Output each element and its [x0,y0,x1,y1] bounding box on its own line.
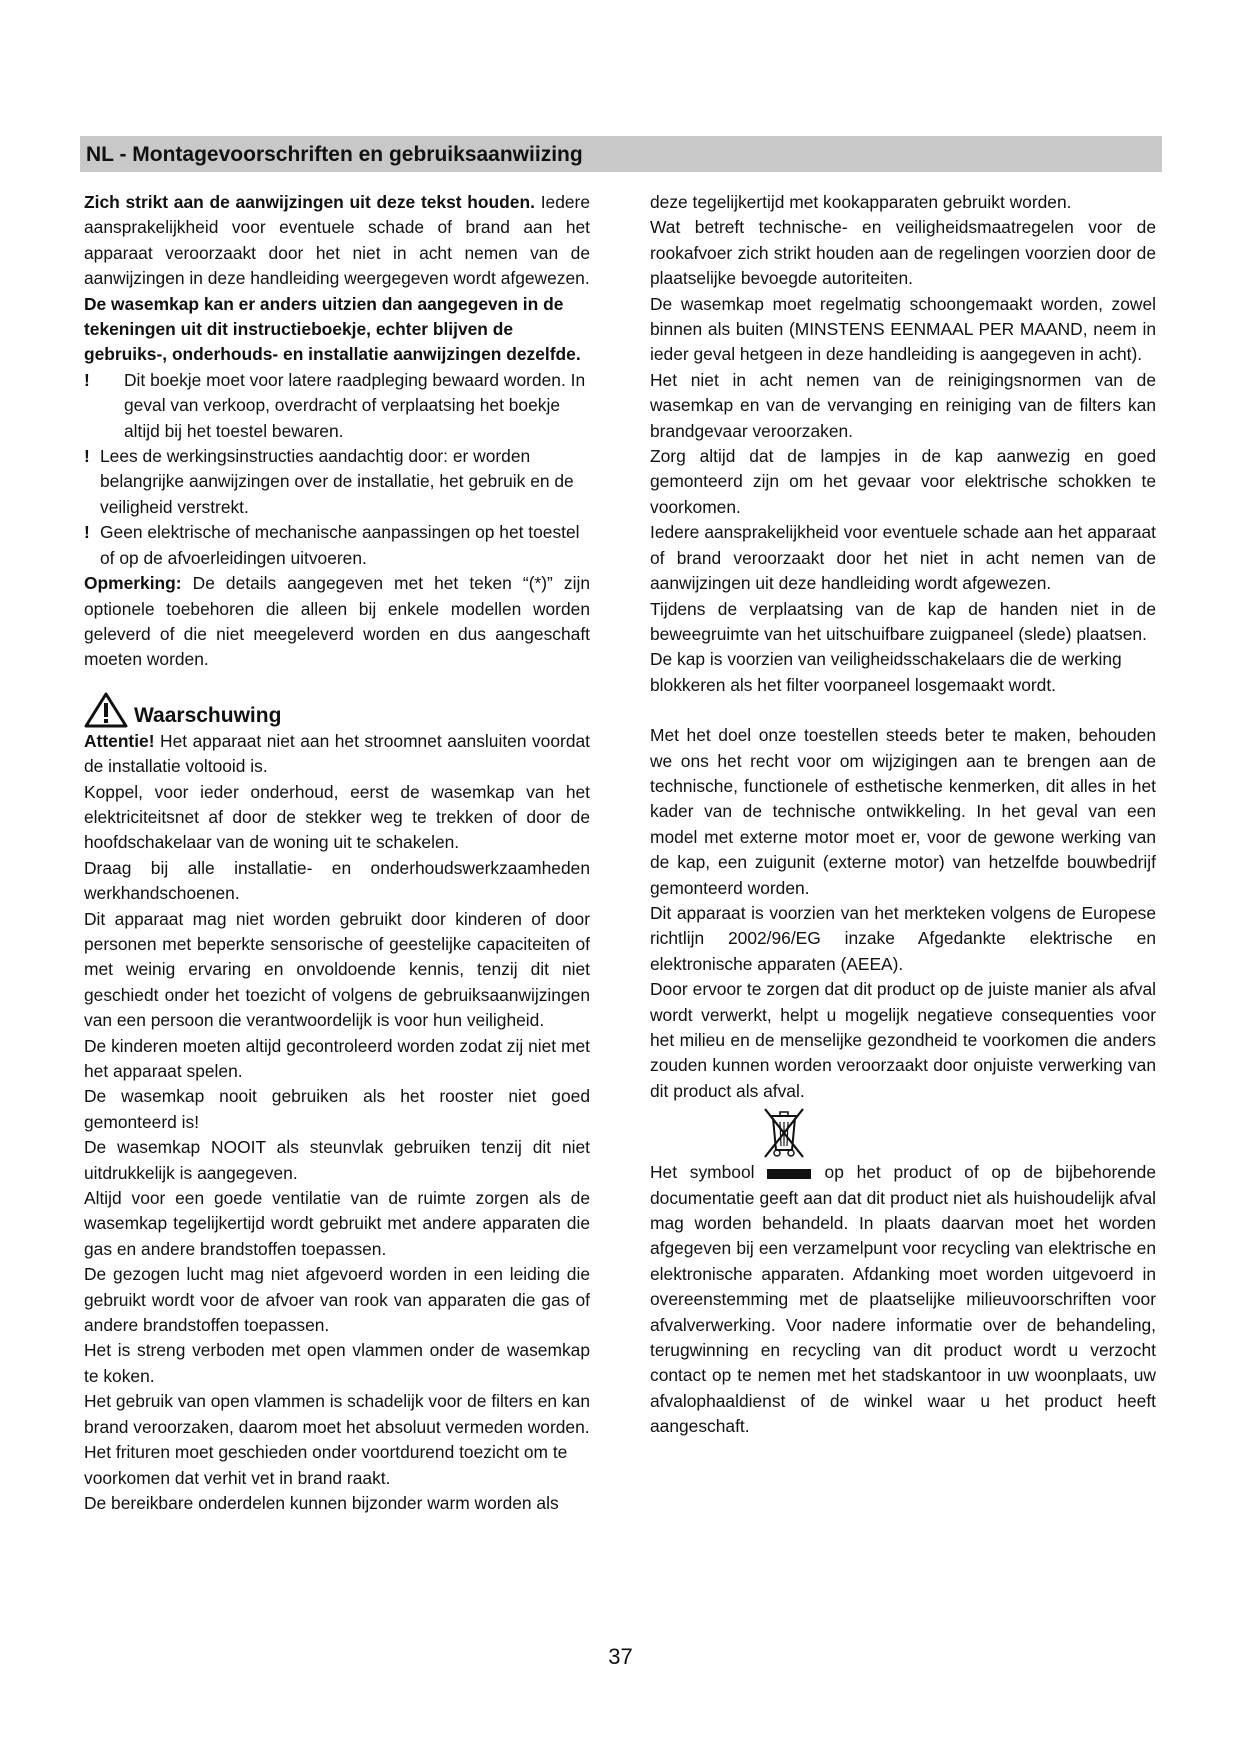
bullet-item [84,444,590,520]
crossed-bin-icon [762,1106,806,1160]
intro-text: Iedere aansprakelijkheid voor eventuele schade of brand aan het apparaat veroorzaakt door het niet in acht nemen van de aanwijzingen in deze handleiding weergegeven wordt afgewezen. [84,192,590,289]
intro-paragraph [84,190,590,292]
paragraph: De kap is voorzien van veiligheidsschakelaars die de werking blokkeren als het filter voorpaneel losgemaakt wordt. [650,649,1122,695]
paragraph: Door ervoor te zorgen dat dit product op de juiste manier als afval wordt verwerkt, helpt u mogelijk negatieve consequenties voor het milieu en de menselijke gezondheid te voorkomen die anders zouden kunnen worden veroorzaakt door onjuiste verwerking van dit product als afval. [650,979,1156,1101]
warning-icon [84,691,128,729]
paragraph: Zorg altijd dat de lampjes in de kap aanwezig en goed gemonteerd zijn om het gevaar voor elektrische schokken te voorkomen. [650,446,1156,517]
symbol-pre-text: Het symbool [650,1162,755,1183]
section-header [80,136,1162,172]
attention-text: Het apparaat niet aan het stroomnet aansluiten voordat de installatie voltooid is. [84,730,590,777]
spacer [650,698,1156,723]
bullet-item [84,368,590,444]
paragraph: Dit apparaat is voorzien van het merkteken volgens de Europese richtlijn 2002/96/EG inzake Afgedankte elektrische en elektronische apparaten (AEEA). [650,902,1156,974]
bullet-mark: ! [84,369,90,390]
right-column [650,190,1156,1440]
attention-label: Attentie! [84,730,155,751]
paragraph: Altijd voor een goede ventilatie van de ruimte zorgen als de wasemkap tegelijkertijd wordt gebruikt met andere apparaten die gas en andere brandstoffen toepassen. [84,1188,590,1259]
paragraph: Met het doel onze toestellen steeds beter te maken, behouden we ons het recht voor om wijzigingen aan te brengen aan de technische, functionele of esthetische kenmerken, dit alles in het kader van de technische ontwikkeling. In het geval van een model met externe motor moet er, voor de gewone werking van de kap, een zuigunit (externe motor) van hetzelfde bouwbedrijf gemonteerd worden. [650,725,1156,898]
paragraph: Draag bij alle installatie- en onderhoudswerkzaamheden werkhandschoenen. [84,857,590,904]
bullet-mark: ! [84,446,90,467]
paragraph: De wasemkap NOOIT als steunvlak gebruiken tenzij dit niet uitdrukkelijk is aangegeven. [84,1137,590,1183]
paragraph: De wasemkap moet regelmatig schoongemaakt worden, zowel binnen als buiten (MINSTENS EENMAAL PER MAAND, neem in ieder geval hetgeen in deze handleiding is aangegeven in acht). [650,293,1156,365]
paragraph: Koppel, voor ieder onderhoud, eerst de wasemkap van het elektriciteitsnet af door de stekker weg te trekken of door de hoofdschakelaar van de woning uit te schakelen. [84,781,590,853]
intro-bold: Zich strikt aan de aanwijzingen uit deze tekst houden. [84,192,535,212]
paragraph: Dit apparaat mag niet worden gebruikt door kinderen of door personen met beperkte sensorische of geestelijke capaciteiten of met weinig ervaring en onvoldoende kennis, tenzij dit niet geschiedt onder het toezicht of volgens de gebruiksaanwijzingen van een persoon die verantwoordelijk is voor hun veiligheid. [84,908,590,1031]
paragraph: De wasemkap nooit gebruiken als het rooster niet goed gemonteerd is! [84,1086,590,1132]
paragraph: De kinderen moeten altijd gecontroleerd worden zodat zij niet met het apparaat spelen. [84,1035,590,1081]
bar-symbol-icon [767,1169,811,1179]
symbol-post-text: op het product of op de bijbehorende documentatie geeft aan dat dit product niet als huishoudelijk afval mag worden behandeld. In plaats daarvan moet het worden afgegeven bij een verzamelpunt voor recycling van elektrische en elektronische apparaten. Afdanking moet worden uitgevoerd in overeenstemming met de plaatselijke milieuvoorschriften voor afvalverwerking. Voor nadere informatie over de behandeling, terugwinning en recycling van dit product wordt u verzocht contact op te nemen met het stadskantoor in uw woonplaats, uw afvalophaaldienst of de winkel waar u het product heeft aangeschaft. [650,1162,1156,1437]
paragraph: Het gebruik van open vlammen is schadelijk voor de filters en kan brand veroorzaken, daarom moet het absoluut vermeden worden. [84,1391,590,1437]
paragraph: Het niet in acht nemen van de reinigingsnormen van de wasemkap en van de vervanging en reiniging van de filters kan brandgevaar veroorzaken. [650,369,1156,441]
notice-paragraph: De wasemkap kan er anders uitzien dan aangegeven in de tekeningen uit dit instructieboekje, echter blijven de gebruiks-, onderhouds- en installatie aanwijzingen dezelfde. [84,293,581,365]
warning-heading [84,689,590,729]
warning-title: Waarschuwing [134,703,282,727]
bullet-text: Geen elektrische of mechanische aanpassingen op het toestel of op de afvoerleidingen uitvoeren. [100,522,580,568]
remark-text: De details aangegeven met het teken “(*)” zijn optionele toebehoren die alleen bij enkele modellen worden geleverd of die niet meegeleverd worden en dus aangeschaft moeten worden. [84,573,590,670]
paragraph: Het frituren moet geschieden onder voortdurend toezicht om te voorkomen dat verhit vet in brand raakt. [84,1442,568,1488]
paragraph: De bereikbare onderdelen kunnen bijzonder warm worden als [84,1492,559,1513]
remark-label: Opmerking: [84,573,182,594]
bullet-mark: ! [84,522,90,543]
symbol-paragraph [650,1160,1156,1439]
bullet-text: Dit boekje moet voor latere raadpleging bewaard worden. In geval van verkoop, overdracht of verplaatsing het boekje altijd bij het toestel bewaren. [124,369,586,441]
remark-paragraph [84,571,590,673]
page-number: 37 [608,1644,633,1669]
attention-paragraph [84,729,590,780]
bullet-text: Lees de werkingsinstructies aandachtig door: er worden belangrijke aanwijzingen over de installatie, het gebruik en de veiligheid verstrekt. [100,446,574,517]
paragraph: deze tegelijkertijd met kookapparaten gebruikt worden. [650,192,1072,212]
weee-symbol-row [650,1104,1156,1160]
section-title: NL - Montagevoorschriften en gebruiksaanwiizing [86,143,583,166]
paragraph: Wat betreft technische- en veiligheidsmaatregelen voor de rookafvoer zich strikt houden aan de regelingen voorzien door de plaatselijke bevoegde autoriteiten. [650,217,1156,289]
paragraph: Iedere aansprakelijkheid voor eventuele schade aan het apparaat of brand veroorzaakt door het niet in acht nemen van de aanwijzingen uit deze handleiding wordt afgewezen. [650,522,1156,594]
bullet-item [84,520,590,571]
left-column [84,190,590,1516]
paragraph: Tijdens de verplaatsing van de kap de handen niet in de beweegruimte van het uitschuifbare zuigpaneel (slede) plaatsen. [650,598,1156,644]
paragraph: De gezogen lucht mag niet afgevoerd worden in een leiding die gebruikt wordt voor de afvoer van rook van apparaten die gas of andere brandstoffen toepassen. [84,1264,590,1336]
paragraph: Het is streng verboden met open vlammen onder de wasemkap te koken. [84,1340,590,1386]
